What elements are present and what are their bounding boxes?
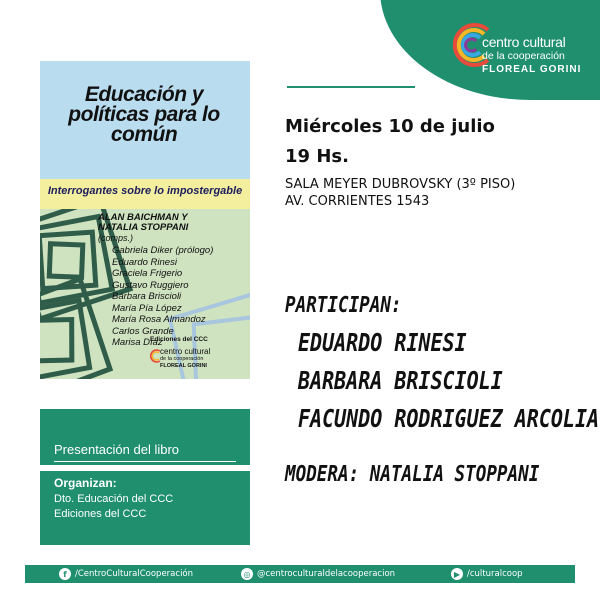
book-publisher: Ediciones del CCC [150, 336, 208, 343]
instagram-handle: @centroculturaldelacooperacion [257, 569, 396, 579]
book-contributor: Marisa Díaz [112, 337, 163, 348]
book-subtitle: Interrogantes sobre lo impostergable [47, 185, 243, 197]
instagram-icon: ◎ [241, 568, 253, 580]
organizer-item: Ediciones del CCC [54, 508, 147, 520]
presentation-box [40, 409, 250, 465]
facebook-handle: /CentroCulturalCooperación [75, 569, 194, 579]
logo-text-line3: FLOREAL GORINI [482, 64, 582, 75]
book-comps-label: (comps.) [98, 233, 134, 243]
instagram-link[interactable] [241, 566, 395, 582]
book-logo-line1: centro cultural [160, 347, 211, 356]
facebook-icon: f [59, 568, 71, 580]
organizers-box [40, 471, 250, 545]
youtube-icon: ▶ [451, 568, 463, 580]
book-contributor: Graciela Frigerio [112, 268, 183, 279]
organizers-label: Organizan: [54, 476, 117, 490]
book-publisher-logo [150, 347, 240, 371]
book-contributors [112, 245, 213, 349]
social-footer [25, 565, 575, 583]
book-editor-line2: NATALIA STOPPANI [98, 222, 189, 233]
event-address: AV. CORRIENTES 1543 [285, 194, 430, 209]
presentation-underline [54, 461, 236, 462]
participants-heading: PARTICIPAN: [285, 293, 402, 318]
book-contributor: María Pía López [112, 302, 182, 314]
book-contributor: Bárbara Briscioli [112, 291, 182, 302]
book-contributor: Eduardo Rinesi [112, 256, 177, 268]
book-logo-line3: FLOREAL GORINI [160, 363, 207, 369]
book-logo-line2: de la cooperación [160, 356, 204, 362]
book-contributor: Gustavo Ruggiero [112, 279, 189, 291]
event-date: Miércoles 10 de julio [285, 116, 495, 137]
participant-name: EDUARDO RINESI [298, 328, 467, 357]
book-editor-line1: ALAN BAICHMAN Y [98, 212, 188, 223]
book-contributor: Gabriela Diker (prólogo) [112, 245, 214, 256]
facebook-link[interactable] [59, 566, 193, 582]
participant-name: BARBARA BRISCIOLI [298, 366, 503, 395]
ccc-logo [448, 20, 588, 80]
logo-text-line1: centro cultural [482, 34, 566, 50]
event-venue: SALA MEYER DUBROVSKY (3º PISO) [285, 177, 516, 192]
book-contributor: María Rosa Almandoz [112, 314, 206, 325]
book-contributor: Carlos Grande [112, 325, 174, 337]
moderator-line: MODERA: NATALIA STOPPANI [285, 462, 540, 487]
presentation-label: Presentación del libro [54, 442, 180, 457]
divider-line [287, 86, 415, 88]
youtube-handle: /culturalcoop [467, 569, 523, 579]
logo-text-line2: de la cooperación [482, 50, 565, 62]
organizer-item: Dto. Educación del CCC [54, 493, 174, 505]
participant-name: FACUNDO RODRIGUEZ ARCOLIA [298, 404, 600, 433]
event-time: 19 Hs. [285, 146, 349, 167]
book-editors [98, 213, 188, 233]
youtube-link[interactable] [451, 566, 523, 582]
book-title: Educación y políticas para lo común [68, 83, 220, 146]
book-cover [40, 61, 250, 379]
